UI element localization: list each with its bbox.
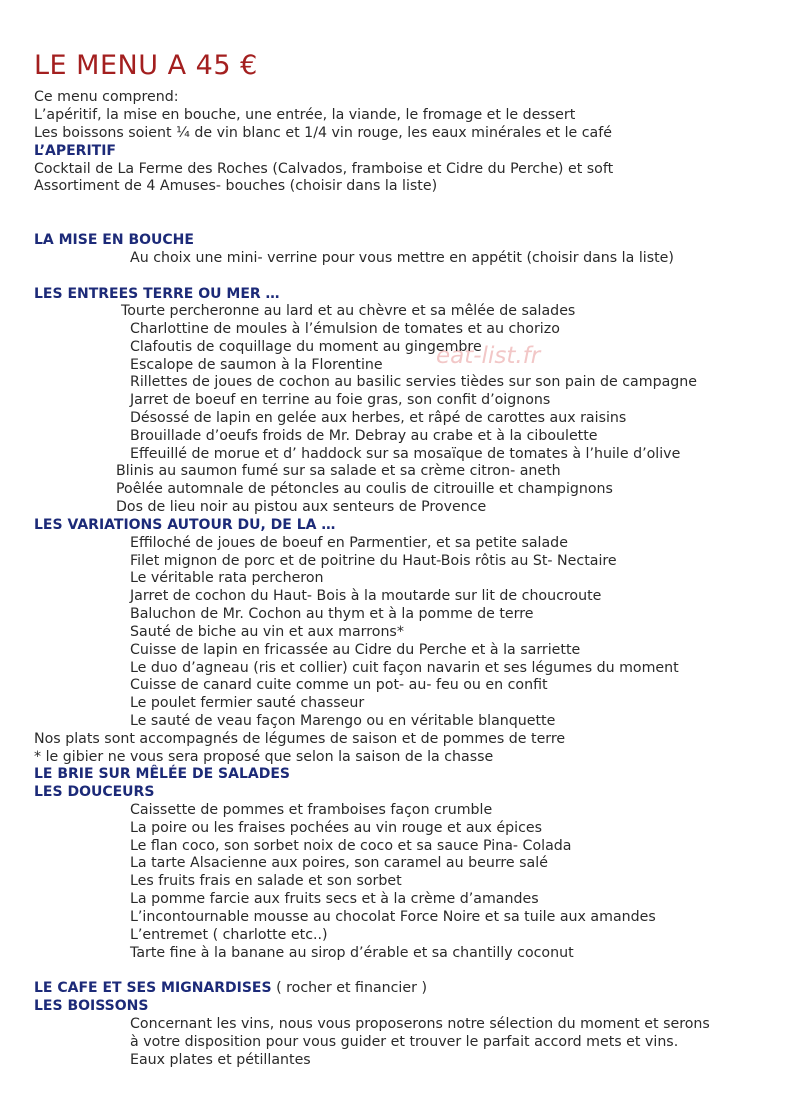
menu-item: Poêlée automnale de pétoncles au coulis de citrouille et champignons [116,481,613,497]
cafe-note: ( rocher et financier ) [271,980,427,996]
menu-item: Au choix une mini- verrine pour vous mettre en appétit (choisir dans la liste) [130,250,674,266]
section-heading-boissons: LES BOISSONS [34,998,149,1014]
menu-item: Tourte percheronne au lard et au chèvre et sa mêlée de salades [121,303,576,319]
menu-item: Concernant les vins, nous vous proposerons notre sélection du moment et serons [130,1016,710,1032]
menu-item: L’incontournable mousse au chocolat Force Noire et sa tuile aux amandes [130,909,656,925]
section-heading-aperitif: L’APERITIF [34,143,116,159]
cafe-line [34,979,427,997]
section-heading-variations: LES VARIATIONS AUTOUR DU, DE LA … [34,517,336,533]
section-heading-cafe: LE CAFE ET SES MIGNARDISES [34,980,272,996]
menu-item: Brouillade d’oeufs froids de Mr. Debray au crabe et à la ciboulette [130,428,598,444]
menu-item: La poire ou les fraises pochées au vin rouge et aux épices [130,820,543,836]
menu-item: Le flan coco, son sorbet noix de coco et sa sauce Pina- Colada [130,838,572,854]
menu-item: Le duo d’agneau (ris et collier) cuit façon navarin et ses légumes du moment [130,660,679,676]
menu-item: Les fruits frais en salade et son sorbet [130,873,402,889]
intro-line: Ce menu comprend: [34,89,179,105]
menu-item: Désossé de lapin en gelée aux herbes, et râpé de carottes aux raisins [130,410,627,426]
intro-line: L’apéritif, la mise en bouche, une entrée, la viande, le fromage et le dessert [34,107,576,123]
menu-title: LE MENU A 45 € [34,50,258,81]
menu-item: Le véritable rata percheron [130,570,324,586]
menu-item: Cuisse de lapin en fricassée au Cidre du Perche et à la sarriette [130,642,581,658]
menu-item: Caissette de pommes et framboises façon crumble [130,802,493,818]
menu-item: Le poulet fermier sauté chasseur [130,695,365,711]
intro-line: Les boissons soient ¼ de vin blanc et 1/4 vin rouge, les eaux minérales et le café [34,125,612,141]
menu-item: à votre disposition pour vous guider et trouver le parfait accord mets et vins. [130,1034,679,1050]
menu-item: Assortiment de 4 Amuses- bouches (choisir dans la liste) [34,178,438,194]
menu-item: Eaux plates et pétillantes [130,1052,311,1068]
menu-item: La pomme farcie aux fruits secs et à la crème d’amandes [130,891,539,907]
section-heading-douceurs: LES DOUCEURS [34,784,155,800]
menu-item: Effeuillé de morue et d’ haddock sur sa mosaïque de tomates à l’huile d’olive [130,446,681,462]
menu-item: Jarret de boeuf en terrine au foie gras, son confit d’oignons [130,392,551,408]
menu-item: L’entremet ( charlotte etc..) [130,927,328,943]
menu-item: Cocktail de La Ferme des Roches (Calvados, framboise et Cidre du Perche) et soft [34,161,614,177]
section-heading-brie: LE BRIE SUR MÊLÉE DE SALADES [34,766,290,782]
menu-item: La tarte Alsacienne aux poires, son caramel au beurre salé [130,855,548,871]
section-heading-mise-en-bouche: LA MISE EN BOUCHE [34,232,194,248]
menu-item: Jarret de cochon du Haut- Bois à la moutarde sur lit de choucroute [130,588,602,604]
menu-item: Baluchon de Mr. Cochon au thym et à la pomme de terre [130,606,534,622]
menu-item: Charlottine de moules à l’émulsion de tomates et au chorizo [130,321,560,337]
menu-item: Clafoutis de coquillage du moment au gingembre [130,339,482,355]
menu-item: Effiloché de joues de boeuf en Parmentier, et sa petite salade [130,535,568,551]
menu-item: Tarte fine à la banane au sirop d’érable et sa chantilly coconut [130,945,574,961]
menu-note: * le gibier ne vous sera proposé que selon la saison de la chasse [34,749,494,765]
watermark: eat-list.fr [436,343,541,369]
menu-item: Escalope de saumon à la Florentine [130,357,383,373]
section-heading-entrees: LES ENTREES TERRE OU MER … [34,286,280,302]
menu-item: Cuisse de canard cuite comme un pot- au- feu ou en confit [130,677,548,693]
menu-item: Le sauté de veau façon Marengo ou en véritable blanquette [130,713,556,729]
menu-note: Nos plats sont accompagnés de légumes de saison et de pommes de terre [34,731,566,747]
menu-item: Rillettes de joues de cochon au basilic servies tièdes sur son pain de campagne [130,374,697,390]
menu-item: Filet mignon de porc et de poitrine du Haut-Bois rôtis au St- Nectaire [130,553,617,569]
menu-item: Sauté de biche au vin et aux marrons* [130,624,404,640]
menu-item: Dos de lieu noir au pistou aux senteurs de Provence [116,499,487,515]
menu-item: Blinis au saumon fumé sur sa salade et sa crème citron- aneth [116,463,561,479]
